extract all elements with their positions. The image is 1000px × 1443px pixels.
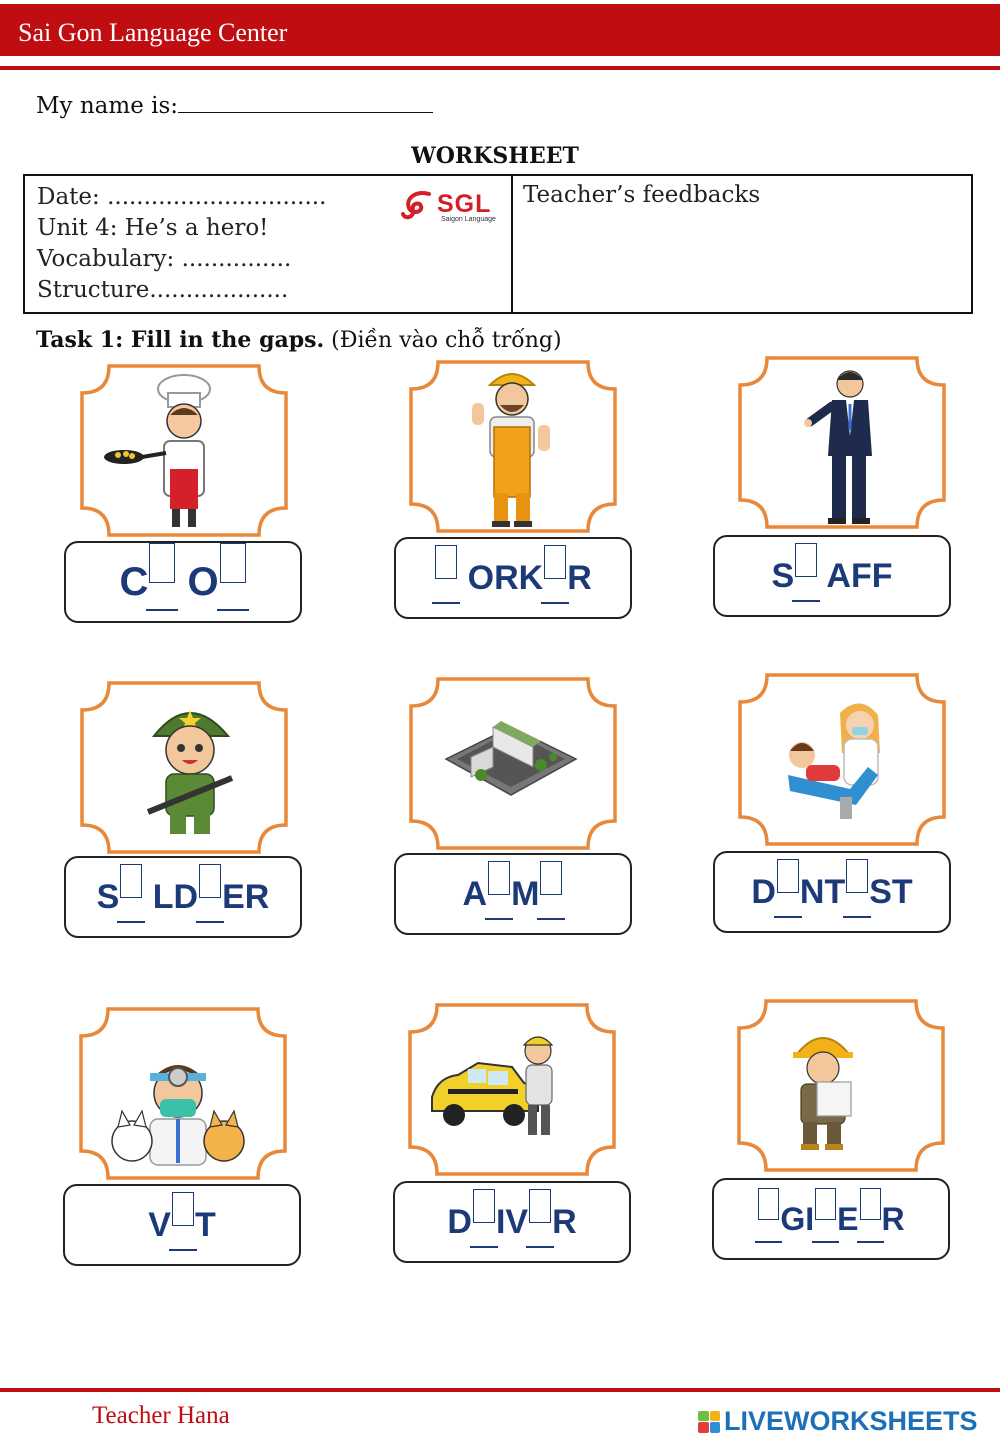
word-puzzle xyxy=(715,537,949,615)
logo-subtext: Saigon Language xyxy=(441,216,496,223)
info-table xyxy=(23,174,973,314)
word-letters: R xyxy=(881,1200,905,1237)
word-box xyxy=(393,1181,631,1263)
task-title: Task 1: Fill in the gaps. xyxy=(36,327,325,353)
name-label: My name is: xyxy=(36,93,179,119)
date-line: Date: .............................. xyxy=(37,184,327,210)
word-box xyxy=(64,856,302,938)
unit-line: Unit 4: He’s a hero! xyxy=(37,215,269,241)
name-row xyxy=(36,92,433,119)
word-box xyxy=(394,537,632,619)
letter-gap-input[interactable] xyxy=(149,557,175,607)
word-letters: R xyxy=(552,1202,577,1241)
letter-gap-input[interactable] xyxy=(220,557,246,607)
engineer-icon xyxy=(783,1022,863,1156)
word-letters: S xyxy=(771,556,795,595)
word-puzzle xyxy=(396,855,630,933)
letter-gap-input[interactable] xyxy=(540,873,562,916)
word-letters: ORK xyxy=(458,558,544,597)
word-box xyxy=(394,853,632,935)
word-box xyxy=(63,1184,301,1266)
word-box xyxy=(712,1178,950,1260)
word-letters: GI xyxy=(780,1200,815,1237)
word-letters: LD xyxy=(143,877,199,916)
word-box xyxy=(713,851,951,933)
name-blank[interactable] xyxy=(178,92,433,113)
letter-gap-input[interactable] xyxy=(860,1199,881,1239)
word-box xyxy=(713,535,951,617)
liveworksheets-logo xyxy=(698,1406,978,1437)
word-letters: A xyxy=(462,874,488,913)
letter-gap-input[interactable] xyxy=(199,876,221,919)
soldier-icon xyxy=(140,694,240,843)
word-letters: ER xyxy=(222,877,270,916)
word-letters: C xyxy=(119,559,149,604)
letter-gap-input[interactable] xyxy=(488,873,510,916)
header-divider xyxy=(0,66,1000,70)
letter-gap-input[interactable] xyxy=(758,1199,779,1239)
sgl-logo xyxy=(399,186,499,226)
teacher-name: Teacher Hana xyxy=(92,1402,230,1429)
header-title: Sai Gon Language Center xyxy=(18,18,288,47)
taxi-driver-icon xyxy=(428,1027,568,1151)
vocabulary-line: Vocabulary: ............... xyxy=(37,246,292,272)
word-letters: E xyxy=(837,1200,859,1237)
word-letters: IV xyxy=(495,1202,529,1241)
letter-gap-input[interactable] xyxy=(473,1201,495,1244)
word-letters: ST xyxy=(869,872,913,911)
footer-divider xyxy=(0,1388,1000,1392)
info-lines xyxy=(37,182,326,306)
liveworksheets-text: LIVEWORKSHEETS xyxy=(724,1406,978,1436)
worker-icon xyxy=(462,363,562,532)
letter-gap-input[interactable] xyxy=(120,876,142,919)
word-letters: D xyxy=(751,872,776,911)
dentist-icon xyxy=(780,693,890,827)
word-letters: NT xyxy=(799,872,846,911)
word-letters: M xyxy=(511,874,540,913)
letter-gap-input[interactable] xyxy=(777,871,799,914)
letter-gap-input[interactable] xyxy=(435,557,457,600)
worksheet-title: WORKSHEET xyxy=(411,143,579,169)
word-puzzle xyxy=(66,543,300,621)
vet-icon xyxy=(110,1043,245,1172)
info-left-cell xyxy=(25,176,513,312)
word-letters: V xyxy=(148,1205,171,1244)
liveworksheets-icon xyxy=(698,1411,720,1433)
letter-gap-input[interactable] xyxy=(815,1199,836,1239)
word-box xyxy=(64,541,302,623)
teacher-feedback-label: Teacher’s feedbacks xyxy=(523,182,761,208)
army-base-icon xyxy=(441,717,581,811)
word-puzzle xyxy=(65,1186,299,1264)
sgl-swirl-icon xyxy=(399,186,439,226)
word-letters: D xyxy=(447,1202,472,1241)
staff-icon xyxy=(802,366,892,530)
task-subtitle: (Điền vào chỗ trống) xyxy=(324,328,562,353)
logo-text: SGL xyxy=(437,190,492,218)
word-letters: O xyxy=(176,559,219,604)
word-puzzle xyxy=(715,853,949,931)
word-puzzle xyxy=(396,539,630,617)
word-letters: R xyxy=(567,558,592,597)
word-puzzle xyxy=(395,1183,629,1261)
task-heading xyxy=(36,327,562,353)
letter-gap-input[interactable] xyxy=(529,1201,551,1244)
word-letters: AFF xyxy=(818,556,893,595)
word-letters: S xyxy=(96,877,120,916)
letter-gap-input[interactable] xyxy=(172,1204,194,1247)
word-puzzle xyxy=(66,858,300,936)
letter-gap-input[interactable] xyxy=(846,871,868,914)
word-puzzle xyxy=(714,1180,948,1258)
header-bar xyxy=(0,4,1000,56)
word-letters: T xyxy=(194,1205,216,1244)
cook-icon xyxy=(104,371,234,535)
structure-line: Structure................... xyxy=(37,277,289,303)
letter-gap-input[interactable] xyxy=(544,557,566,600)
letter-gap-input[interactable] xyxy=(795,555,817,598)
